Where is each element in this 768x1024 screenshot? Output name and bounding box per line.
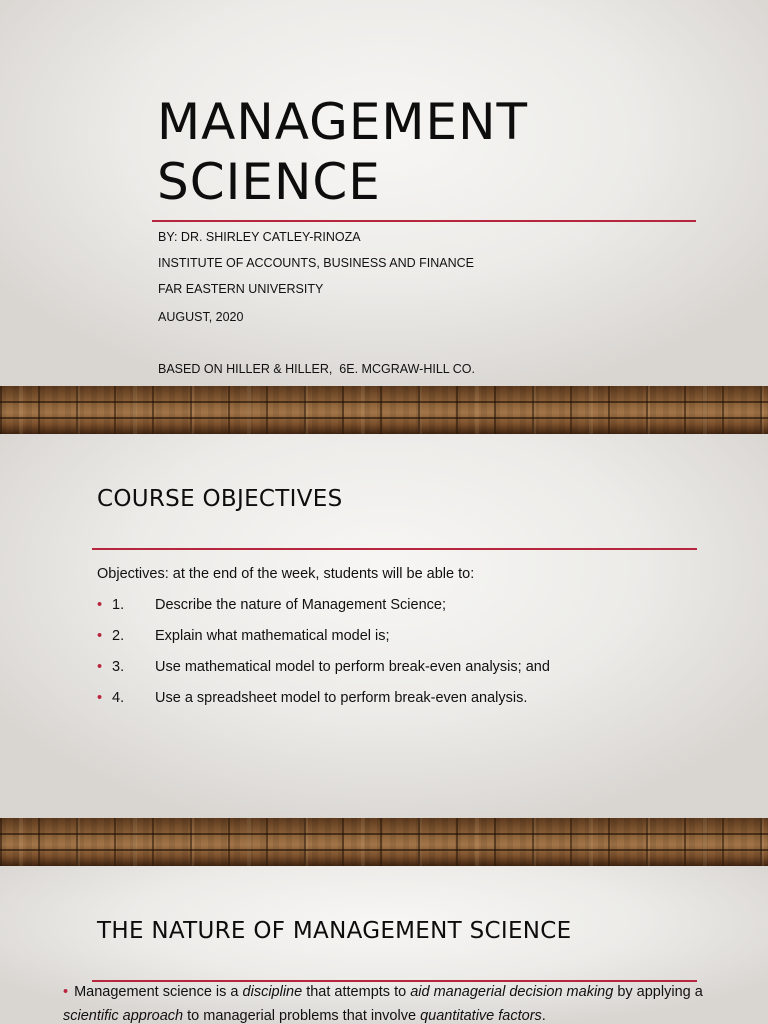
definition-paragraph: • Management science is a discipline that attempts to aid managerial decision making by applying a scientific approach to managerial problems that involve quantitative factors. bbox=[63, 984, 703, 1024]
slide-title bbox=[0, 0, 768, 386]
slide-heading: COURSE OBJECTIVES bbox=[97, 486, 343, 512]
date-line: AUGUST, 2020 bbox=[158, 310, 244, 324]
wood-floor-divider bbox=[0, 818, 768, 866]
title-divider bbox=[152, 220, 696, 222]
title-line-2: SCIENCE bbox=[157, 153, 381, 211]
heading-divider bbox=[92, 548, 697, 550]
list-item: • 1. Describe the nature of Management Science; bbox=[97, 597, 446, 613]
bullet-icon: • bbox=[63, 984, 69, 1000]
list-item: • 4. Use a spreadsheet model to perform break-even analysis. bbox=[97, 690, 528, 706]
bullet-icon: • bbox=[97, 659, 103, 675]
bullet-icon: • bbox=[97, 597, 103, 613]
bullet-icon: • bbox=[97, 690, 103, 706]
slide-heading: THE NATURE OF MANAGEMENT SCIENCE bbox=[97, 918, 572, 944]
institute-line: INSTITUTE OF ACCOUNTS, BUSINESS AND FINANCE bbox=[158, 256, 475, 270]
bullet-icon: • bbox=[97, 628, 103, 644]
university-line: FAR EASTERN UNIVERSITY bbox=[158, 282, 324, 296]
slide-course-objectives bbox=[0, 434, 768, 818]
slide-nature-of-management-science bbox=[0, 866, 768, 1024]
wood-floor-divider bbox=[0, 386, 768, 434]
presentation-title bbox=[157, 92, 528, 212]
source-line: BASED ON HILLER & HILLER, 6E. MCGRAW-HILL CO. bbox=[158, 362, 475, 376]
author-line: BY: DR. SHIRLEY CATLEY-RINOZA bbox=[158, 230, 361, 244]
objectives-intro: Objectives: at the end of the week, students will be able to: bbox=[97, 566, 475, 582]
title-line-1: MANAGEMENT bbox=[157, 93, 529, 151]
list-item: • 3. Use mathematical model to perform break-even analysis; and bbox=[97, 659, 550, 675]
list-item: • 2. Explain what mathematical model is; bbox=[97, 628, 390, 644]
